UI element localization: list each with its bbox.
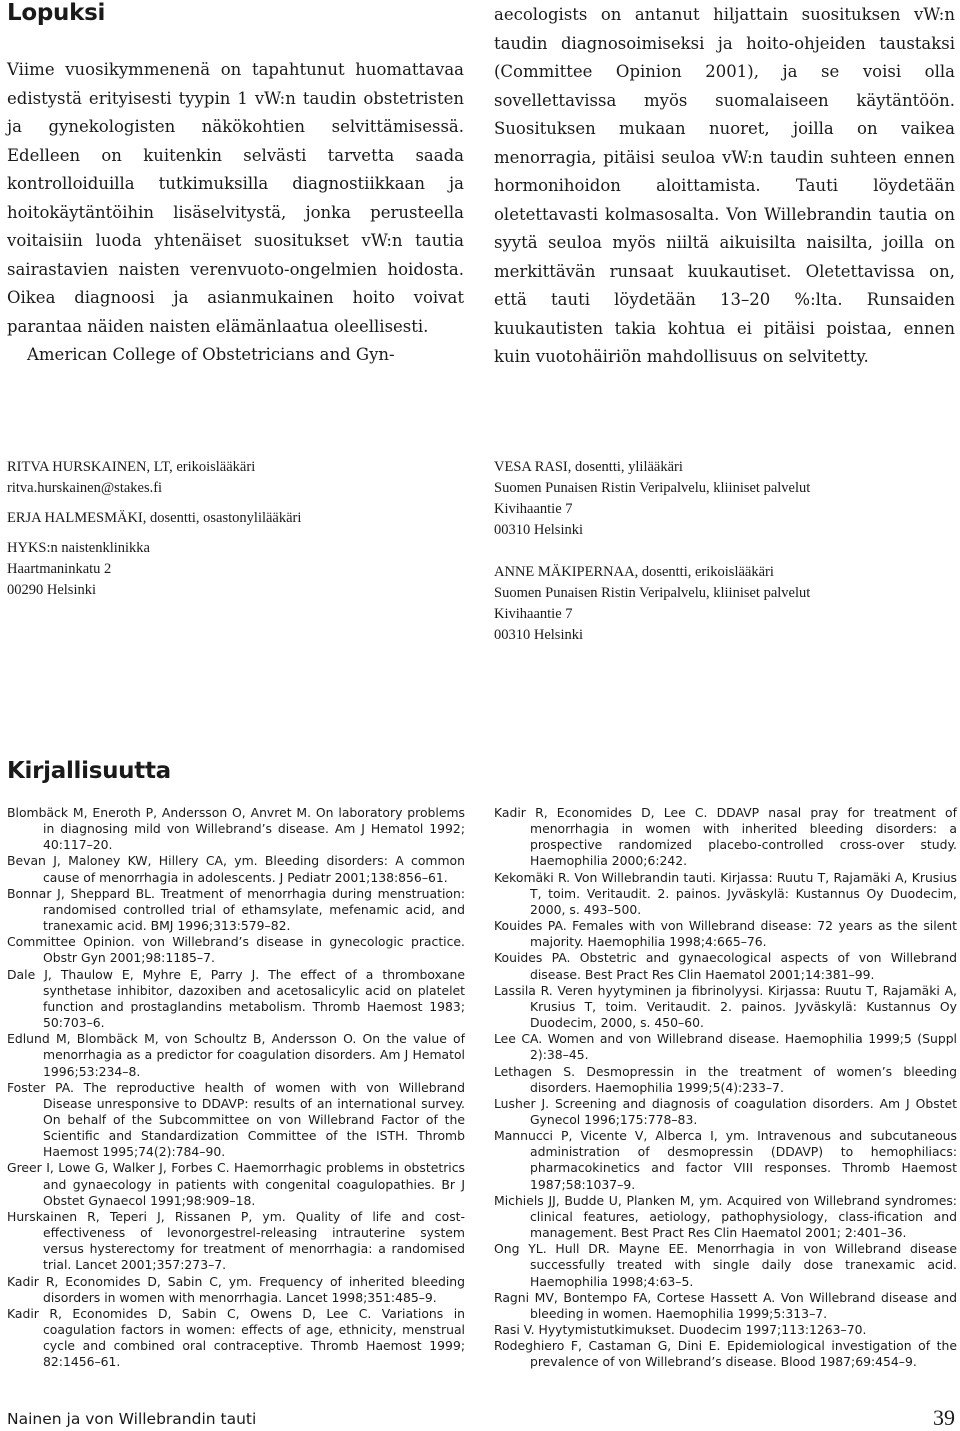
- reference-item: Kekomäki R. Von Willebrandin tauti. Kirjassa: Ruutu T, Rajamäki A, Krusius T, toim. Veritaudit. 2. painos. Jyväskylä: Kustannus Oy Duodecim, 2000, s. 493–500.: [494, 869, 957, 917]
- author-erja-affiliation: HYKS:n naistenklinikka: [7, 540, 150, 556]
- reference-item: Bonnar J, Sheppard BL. Treatment of menorrhagia during menstruation: randomised controlled trial of ethamsylate, mefenamic acid, and tranexamic acid. BMJ 1996;313:579–82.: [7, 885, 465, 934]
- conclusion-paragraph-2-continued: aecologists on antanut hiljattain suosituksen vW:n taudin diagnosoimiseksi ja hoito-ohjeiden taustaksi (Committee Opinion 2001), ja se voisi olla sovellettavissa myös suomalaiseen käytäntöön. Suosituksen mukaan nuoret, joilla on vaikea menorragia, pitäisi seuloa vW:n taudin suhteen ennen hormonihoidon aloittamista. Tauti löydetään oletettavasti kolmasosalta. Von Willebrandin tautia on syytä seuloa myös niiltä aikuisilta naisilta, joilla on merkittävän runsaat kuukautiset. Oletettavissa on, että tauti löydetään 13–20 %:lta. Runsaiden kuukautisten takia kohtua ei pitäisi poistaa, ennen kuin vuotohäiriön mahdollisuus on selvitetty.: [494, 5, 955, 366]
- reference-item: Lethagen S. Desmopressin in the treatment of women’s bleeding disorders. Haemophilia 1999;5(4):233–7.: [494, 1063, 957, 1095]
- conclusion-paragraph-1: Viime vuosikymmenenä on tapahtunut huomattavaa edistystä erityisesti tyypin 1 vW:n taudin obstetristen ja gynekologisten näkökohtien selvittämisessä. Edelleen on kuitenkin selvästi tarvetta saada kontrolloiduilla tutkimuksilla diagnostiikkaan ja hoitokäytäntöihin lisäselvitystä, jonka perusteella voitaisiin luoda yhtenäiset suositukset vW:n tautia sairastavien naisten verenvuoto-ongelmien hoidosta. Oikea diagnoosi ja asianmukainen hoito voivat parantaa näiden naisten elämänlaatua oleellisesti.: [7, 60, 464, 336]
- reference-item: Ragni MV, Bontempo FA, Cortese Hassett A. Von Willebrand disease and bleeding in women. Haemophilia 1999;5:313–7.: [494, 1289, 957, 1321]
- reference-item: Bevan J, Maloney KW, Hillery CA, ym. Bleeding disorders: A common cause of menorrhagia in adolescents. J Pediatr 2001;138:856–61.: [7, 853, 465, 885]
- author-anne-name: ANNE MÄKIPERNAA, dosentti, erikoislääkäri: [494, 564, 774, 580]
- author-vesa-affiliation: Suomen Punaisen Ristin Veripalvelu, kliiniset palvelut: [494, 480, 811, 496]
- reference-item: Rasi V. Hyytymistutkimukset. Duodecim 1997;113:1263–70.: [494, 1322, 867, 1337]
- author-ritva-email[interactable]: ritva.hurskainen@stakes.fi: [7, 480, 163, 496]
- page-number: 39: [933, 1405, 955, 1430]
- reference-item: Foster PA. The reproductive health of women with von Willebrand Disease unresponsive to DDAVP: results of an international survey. On behalf of the Subcommittee on von Willebrand Factor of the Scientific and Standardization Committee of the ISTH. Thromb Haemost 1995;74(2):784–90.: [7, 1079, 465, 1160]
- author-vesa-street: Kivihaantie 7: [494, 501, 573, 517]
- reference-item: Mannucci P, Vicente V, Alberca I, ym. Intravenous and subcutaneous administration of desmopressin (DDAVP) to hemophiliacs: pharmacokinetics and factor VIII responses. Thromb Haemost 1987;58:1037–9.: [494, 1128, 957, 1192]
- reference-item: Greer I, Lowe G, Walker J, Forbes C. Haemorrhagic problems in obstetrics and gynaecology in patients with congenital coagulopathies. Br J Obstet Gynaecol 1991;98:909–18.: [7, 1160, 465, 1208]
- reference-item: Michiels JJ, Budde U, Planken M, ym. Acquired von Willebrand syndromes: clinical features, aetiology, pathophysiology, class-ification and management. Best Pract Res Clin Haematol 2001; 2:401–36.: [494, 1192, 957, 1241]
- reference-item: Kouides PA. Females with von Willebrand disease: 72 years as the silent majority. Haemophilia 1998;4:665–76.: [494, 918, 957, 950]
- reference-item: Lee CA. Women and von Willebrand disease. Haemophilia 1999;5 (Suppl 2):38–45.: [494, 1031, 957, 1063]
- conclusion-left-column: [7, 56, 464, 370]
- author-erja-street: Haartmaninkatu 2: [7, 561, 112, 577]
- author-anne-street: Kivihaantie 7: [494, 606, 573, 622]
- author-erja-name: ERJA HALMESMÄKI, dosentti, osastonylilääkäri: [7, 510, 302, 526]
- running-footer-title: Nainen ja von Willebrandin tauti: [7, 1410, 257, 1428]
- references-left-list: [7, 805, 465, 1370]
- reference-item: Edlund M, Blombäck M, von Schoultz B, Andersson O. On the value of menorrhagia as a predictor for coagulation disorders. Am J Hematol 1996;53:234–8.: [7, 1031, 465, 1079]
- author-erja-postal: 00290 Helsinki: [7, 582, 97, 598]
- reference-item: Rodeghiero F, Castaman G, Dini E. Epidemiological investigation of the prevalence of von Willebrand’s disease. Blood 1987;69:454–9.: [494, 1338, 957, 1370]
- section-heading-references: Kirjallisuutta: [7, 758, 171, 784]
- reference-item: Lusher J. Screening and diagnosis of coagulation disorders. Am J Obstet Gynecol 1996;175:778–83.: [494, 1095, 957, 1127]
- reference-item: Hurskainen R, Teperi J, Rissanen P, ym. Quality of life and cost-effectiveness of levonorgestrel-releasing intrauterine system versus hysterectomy for treatment of menorrhagia: a randomised trial. Lancet 2001;357:273–7.: [7, 1208, 465, 1273]
- reference-item: Kadir R, Economides D, Sabin C, Owens D, Lee C. Variations in coagulation factors in women: effects of age, ethnicity, menstrual cycle and combined oral contraceptive. Thromb Haemost 1999; 82:1456–61.: [7, 1305, 465, 1370]
- reference-item: Lassila R. Veren hyytyminen ja fibrinolyysi. Kirjassa: Ruutu T, Rajamäki A, Krusius T, toim. Veritaudit. 2. painos. Jyväskylä: Kustannus Oy Duodecim, 2000, s. 450–60.: [494, 982, 957, 1031]
- author-vesa-postal: 00310 Helsinki: [494, 522, 584, 538]
- authors-right: [494, 457, 954, 646]
- author-ritva-name: RITVA HURSKAINEN, LT, erikoislääkäri: [7, 459, 256, 475]
- conclusion-paragraph-2-start: American College of Obstetricians and Gyn-: [27, 345, 395, 364]
- reference-item: Dale J, Thaulow E, Myhre E, Parry J. The effect of a thromboxane synthetase inhibitor, dazoxiben and acetosalicylic acid on platelet function and prostaglandins metabolism. Thromb Haemost 1983; 50:703–6.: [7, 966, 465, 1031]
- author-vesa-name: VESA RASI, dosentti, ylilääkäri: [494, 459, 683, 475]
- reference-item: Kadir R, Economides D, Lee C. DDAVP nasal pray for treatment of menorrhagia in women with inherited bleeding disorders: a prospective randomized placebo-controlled cross-over study. Haemophilia 2000;6:242.: [494, 805, 957, 869]
- reference-item: Kouides PA. Obstetric and gynaecological aspects of von Willebrand disease. Best Pract Res Clin Haematol 2001;14:381–99.: [494, 950, 957, 982]
- conclusion-right-column: [494, 1, 955, 372]
- reference-item: Ong YL. Hull DR. Mayne EE. Menorrhagia in von Willebrand disease successfully treated with single daily dose tranexamic acid. Haemophilia 1998;4:63–5.: [494, 1241, 957, 1289]
- author-anne-postal: 00310 Helsinki: [494, 627, 584, 643]
- author-anne-affiliation: Suomen Punaisen Ristin Veripalvelu, kliiniset palvelut: [494, 585, 811, 601]
- reference-item: Blombäck M, Eneroth P, Andersson O, Anvret M. On laboratory problems in diagnosing mild von Willebrand’s disease. Am J Hematol 1992; 40:117–20.: [7, 805, 465, 853]
- reference-item: Committee Opinion. von Willebrand’s disease in gynecologic practice. Obstr Gyn 2001;98:1185–7.: [7, 934, 465, 966]
- references-right-list: [494, 805, 957, 1370]
- section-heading-conclusion: Lopuksi: [7, 0, 106, 26]
- reference-item: Kadir R, Economides D, Sabin C, ym. Frequency of inherited bleeding disorders in women with menorrhagia. Lancet 1998;351:485–9.: [7, 1273, 465, 1305]
- authors-left: [7, 457, 447, 601]
